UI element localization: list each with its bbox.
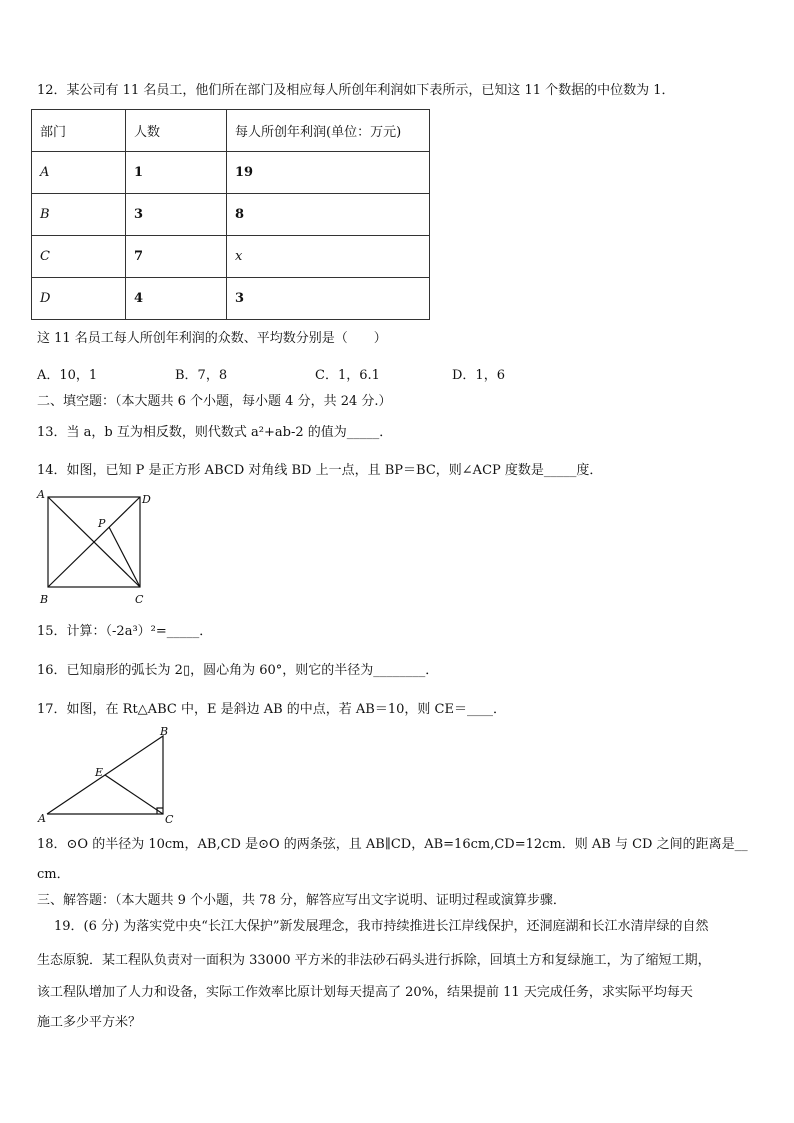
q15: 15．计算：（-2a³）²=_____． [37, 624, 213, 639]
label-c: C [165, 813, 174, 826]
section-fill-in-title: 二、填空题：（本大题共 6 个小题，每小题 4 分，共 24 分.） [37, 394, 392, 409]
q19-line3: 该工程队增加了人力和设备，实际工作效率比原计划每天提高了 20%，结果提前 11 天完成任务，求实际平均每天 [37, 985, 693, 1000]
q16: 16．已知扇形的弧长为 2▯，圆心角为 60°，则它的半径为________． [37, 663, 439, 678]
segment-cp [109, 527, 140, 587]
cell-dept: B [32, 194, 126, 236]
table-row [32, 236, 430, 278]
table-header-row [32, 110, 430, 152]
cell-profit: 19 [227, 152, 430, 194]
header-dept: 部门 [32, 110, 126, 152]
q19-line4: 施工多少平方米？ [37, 1015, 142, 1030]
q19-line1: 19．(6 分) 为落实党中央“长江大保护”新发展理念，我市持续推进长江岸线保护，还洞庭湖和长江水清岸绿的自然 [54, 919, 709, 934]
q18-line2: cm． [37, 867, 70, 882]
q19-line2: 生态原貌．某工程队负责对一面积为 33000 平方米的非法砂石码头进行拆除，回填土方和复绿施工，为了缩短工期， [37, 953, 711, 968]
q17-triangle-figure [34, 724, 184, 829]
q17-text: 17．如图，在 Rt△ABC 中，E 是斜边 AB 的中点，若 AB＝10，则 CE＝____． [37, 702, 506, 717]
option-a: A．10，1 [37, 368, 98, 383]
cell-profit: 3 [227, 278, 430, 320]
header-profit: 每人所创年利润(单位：万元) [227, 110, 430, 152]
cell-dept: A [32, 152, 126, 194]
label-d: D [142, 493, 151, 506]
cell-profit: 8 [227, 194, 430, 236]
cell-profit: x [227, 236, 430, 278]
q12-options [37, 367, 505, 385]
option-c: C．1，6.1 [315, 368, 380, 383]
label-e: E [95, 766, 104, 779]
option-b: B．7，8 [175, 368, 228, 383]
cell-count: 4 [126, 278, 227, 320]
cell-count: 1 [126, 152, 227, 194]
label-b: B [40, 593, 49, 606]
q12-question: 这 11 名员工每人所创年利润的众数、平均数分别是（ ） [37, 331, 387, 346]
q13: 13．当 a，b 互为相反数，则代数式 a²+ab-2 的值为_____． [37, 425, 393, 440]
label-a: A [38, 812, 46, 825]
cell-dept: D [32, 278, 126, 320]
q18-line1: 18．⊙O 的半径为 10cm，AB,CD 是⊙O 的两条弦，且 AB∥CD，AB=16cm,CD=12cm．则 AB 与 CD 之间的距离是__ [37, 837, 748, 852]
q14-square-figure [34, 487, 164, 609]
option-d: D．1，6 [452, 368, 505, 383]
table-row [32, 278, 430, 320]
q14-text: 14．如图，已知 P 是正方形 ABCD 对角线 BD 上一点，且 BP＝BC，则∠ACP 度数是_____度． [37, 463, 603, 478]
segment-ce [105, 775, 163, 814]
section-solve-title: 三、解答题：（本大题共 9 个小题，共 78 分，解答应写出文字说明、证明过程或演算步骤． [37, 893, 566, 908]
table-row [32, 194, 430, 236]
cell-dept: C [32, 236, 126, 278]
cell-count: 3 [126, 194, 227, 236]
header-count: 人数 [126, 110, 227, 152]
label-p: P [98, 517, 106, 530]
q12-stem: 12．某公司有 11 名员工，他们所在部门及相应每人所创年利润如下表所示，已知这 11 个数据的中位数为 1． [37, 83, 675, 98]
profit-table [31, 109, 430, 320]
table-row [32, 152, 430, 194]
cell-count: 7 [126, 236, 227, 278]
label-a: A [37, 488, 45, 501]
label-b: B [160, 725, 169, 738]
label-c: C [135, 593, 144, 606]
